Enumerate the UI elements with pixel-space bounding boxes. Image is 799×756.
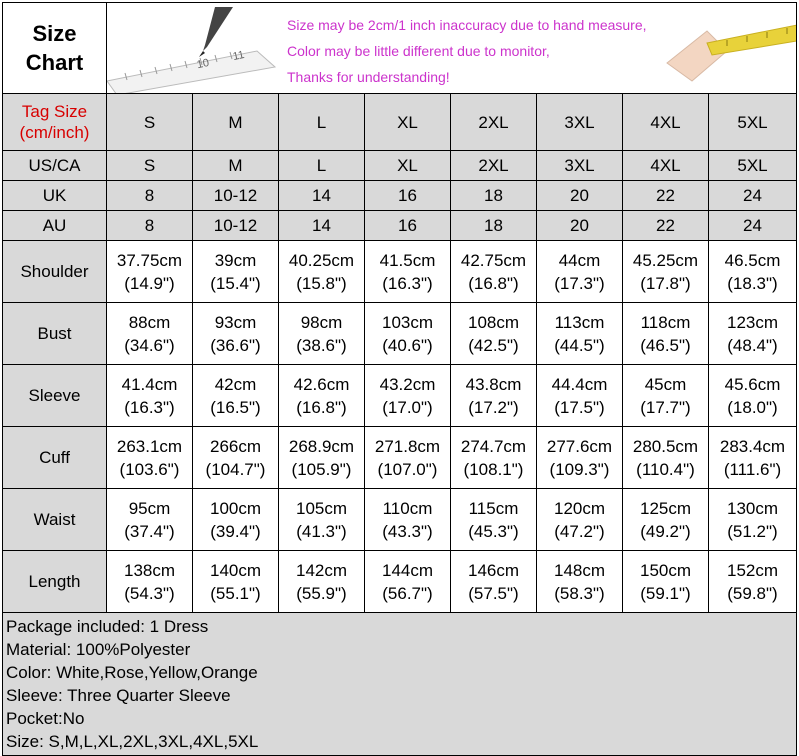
note-line: Size may be 2cm/1 inch inaccuracy due to hand measure, <box>287 17 647 33</box>
value-inch: (34.6") <box>124 335 175 355</box>
value-cm: 105cm <box>295 498 348 518</box>
value-inch: (18.0") <box>727 397 778 417</box>
value-cm: 142cm <box>295 560 348 580</box>
table-cell <box>623 365 709 427</box>
table-cell: XL <box>365 94 451 151</box>
table-cell <box>451 303 537 365</box>
us-ca-row <box>3 151 797 181</box>
table-cell <box>623 241 709 303</box>
table-cell: 5XL <box>709 94 797 151</box>
value-cm: 43.8cm <box>465 374 522 394</box>
row-label: UK <box>3 181 107 211</box>
product-details <box>3 613 797 756</box>
table-cell <box>709 427 797 489</box>
header-row <box>3 3 797 94</box>
value-inch: (56.7") <box>382 583 433 603</box>
table-cell: 10-12 <box>193 181 279 211</box>
value-inch: (16.8") <box>468 273 519 293</box>
value-inch: (45.3") <box>468 521 519 541</box>
row-label: Length <box>3 551 107 613</box>
table-cell <box>365 303 451 365</box>
value-inch: (40.6") <box>382 335 433 355</box>
title-line-1: Size <box>32 21 77 46</box>
value-cm: 144cm <box>381 560 434 580</box>
value-cm: 146cm <box>467 560 520 580</box>
table-cell <box>537 489 623 551</box>
tag-size-label <box>3 94 107 151</box>
table-cell <box>107 241 193 303</box>
value-inch: (108.1") <box>463 459 524 479</box>
table-cell <box>365 365 451 427</box>
value-inch: (43.3") <box>382 521 433 541</box>
value-inch: (15.8") <box>296 273 347 293</box>
value-cm: 42cm <box>214 374 257 394</box>
value-inch: (18.3") <box>727 273 778 293</box>
value-cm: 93cm <box>214 312 257 332</box>
value-inch: (46.5") <box>640 335 691 355</box>
table-cell <box>537 427 623 489</box>
table-cell: 22 <box>623 181 709 211</box>
value-inch: (37.4") <box>124 521 175 541</box>
value-cm: 46.5cm <box>724 250 781 270</box>
tag-size-row <box>3 94 797 151</box>
value-cm: 40.25cm <box>288 250 355 270</box>
table-cell <box>623 303 709 365</box>
table-cell <box>365 427 451 489</box>
value-inch: (17.2") <box>468 397 519 417</box>
table-cell <box>279 551 365 613</box>
measurement-row <box>3 551 797 613</box>
value-cm: 130cm <box>726 498 779 518</box>
chart-title <box>3 3 107 94</box>
table-cell <box>451 365 537 427</box>
table-cell <box>537 241 623 303</box>
measurement-row <box>3 365 797 427</box>
row-label: Waist <box>3 489 107 551</box>
table-cell <box>107 303 193 365</box>
table-cell: 20 <box>537 181 623 211</box>
value-cm: 98cm <box>300 312 343 332</box>
value-cm: 280.5cm <box>632 436 699 456</box>
table-cell: 10-12 <box>193 211 279 241</box>
ruler-number-10: 10 <box>195 56 211 72</box>
value-inch: (17.0") <box>382 397 433 417</box>
value-inch: (54.3") <box>124 583 175 603</box>
table-cell <box>709 303 797 365</box>
value-cm: 100cm <box>209 498 262 518</box>
table-cell <box>709 551 797 613</box>
value-inch: (41.3") <box>296 521 347 541</box>
table-cell <box>107 427 193 489</box>
tape-measure-hand-icon <box>667 25 797 81</box>
table-cell: 16 <box>365 181 451 211</box>
value-inch: (44.5") <box>554 335 605 355</box>
ruler-icon <box>107 51 275 93</box>
value-cm: 108cm <box>467 312 520 332</box>
value-cm: 88cm <box>128 312 171 332</box>
value-inch: (14.9") <box>124 273 175 293</box>
value-cm: 45.25cm <box>632 250 699 270</box>
measurement-rows <box>3 241 797 613</box>
value-inch: (55.1") <box>210 583 261 603</box>
row-label: Shoulder <box>3 241 107 303</box>
value-inch: (15.4") <box>210 273 261 293</box>
row-label: Bust <box>3 303 107 365</box>
table-cell <box>623 551 709 613</box>
size-chart <box>2 2 796 751</box>
table-cell: 22 <box>623 211 709 241</box>
table-cell <box>279 241 365 303</box>
table-cell <box>279 365 365 427</box>
table-cell <box>193 241 279 303</box>
value-cm: 268.9cm <box>288 436 355 456</box>
detail-line: Pocket:No <box>6 709 85 728</box>
measurement-row <box>3 241 797 303</box>
value-cm: 115cm <box>468 498 519 518</box>
table-cell <box>107 551 193 613</box>
value-cm: 113cm <box>554 312 605 332</box>
table-cell: S <box>107 94 193 151</box>
value-inch: (36.6") <box>210 335 261 355</box>
table-cell: 14 <box>279 181 365 211</box>
table-cell: XL <box>365 151 451 181</box>
table-cell: 3XL <box>537 94 623 151</box>
table-cell <box>365 551 451 613</box>
value-inch: (17.5") <box>554 397 605 417</box>
detail-line: Color: White,Rose,Yellow,Orange <box>6 663 258 682</box>
value-inch: (17.8") <box>640 273 691 293</box>
table-cell: 4XL <box>623 151 709 181</box>
au-row <box>3 211 797 241</box>
value-cm: 266cm <box>209 436 262 456</box>
value-inch: (49.2") <box>640 521 691 541</box>
value-cm: 45cm <box>644 374 687 394</box>
table-cell: 18 <box>451 181 537 211</box>
value-cm: 44.4cm <box>551 374 608 394</box>
value-inch: (48.4") <box>727 335 778 355</box>
value-cm: 277.6cm <box>546 436 613 456</box>
table-cell <box>107 365 193 427</box>
value-inch: (109.3") <box>549 459 610 479</box>
value-inch: (110.4") <box>636 459 695 479</box>
value-inch: (58.3") <box>554 583 605 603</box>
table-cell: 20 <box>537 211 623 241</box>
table-cell: 24 <box>709 211 797 241</box>
value-inch: (17.7") <box>640 397 691 417</box>
note-line: Color may be little different due to monitor, <box>287 43 550 59</box>
detail-line: Package included: 1 Dress <box>6 617 209 636</box>
footer-row <box>3 613 797 756</box>
ruler-number-11: 11 <box>231 48 246 64</box>
table-cell <box>193 551 279 613</box>
table-cell: M <box>193 94 279 151</box>
table-cell <box>623 427 709 489</box>
table-cell <box>451 241 537 303</box>
value-cm: 37.75cm <box>116 250 183 270</box>
value-cm: 152cm <box>726 560 779 580</box>
value-cm: 271.8cm <box>374 436 441 456</box>
value-inch: (16.3") <box>124 397 175 417</box>
table-cell <box>451 551 537 613</box>
row-label: Sleeve <box>3 365 107 427</box>
value-cm: 42.6cm <box>293 374 350 394</box>
table-cell: 16 <box>365 211 451 241</box>
value-cm: 125cm <box>639 498 692 518</box>
value-cm: 148cm <box>553 560 606 580</box>
table-cell <box>537 303 623 365</box>
value-cm: 41.4cm <box>121 374 178 394</box>
value-cm: 123cm <box>726 312 779 332</box>
row-label: AU <box>3 211 107 241</box>
value-cm: 140cm <box>209 560 262 580</box>
value-inch: (39.4") <box>210 521 261 541</box>
table-cell <box>365 241 451 303</box>
row-label: Cuff <box>3 427 107 489</box>
value-cm: 39cm <box>214 250 257 270</box>
measurement-row <box>3 427 797 489</box>
value-inch: (42.5") <box>468 335 519 355</box>
row-label: US/CA <box>3 151 107 181</box>
value-cm: 110cm <box>382 498 433 518</box>
title-line-2: Chart <box>25 50 84 75</box>
table-cell: M <box>193 151 279 181</box>
value-cm: 45.6cm <box>724 374 781 394</box>
value-inch: (16.3") <box>382 273 433 293</box>
value-inch: (17.3") <box>554 273 605 293</box>
measurement-row <box>3 489 797 551</box>
value-inch: (38.6") <box>296 335 347 355</box>
value-inch: (16.8") <box>296 397 347 417</box>
size-table <box>2 2 797 756</box>
table-cell <box>193 427 279 489</box>
table-cell: 3XL <box>537 151 623 181</box>
table-cell: 2XL <box>451 151 537 181</box>
table-cell <box>709 365 797 427</box>
table-cell <box>537 551 623 613</box>
banner <box>107 3 797 94</box>
value-cm: 95cm <box>128 498 171 518</box>
value-inch: (105.9") <box>291 459 352 479</box>
value-cm: 42.75cm <box>460 250 527 270</box>
table-cell <box>279 303 365 365</box>
pen-icon <box>199 7 233 57</box>
table-cell <box>709 489 797 551</box>
detail-line: Sleeve: Three Quarter Sleeve <box>6 686 231 705</box>
value-inch: (47.2") <box>554 521 605 541</box>
table-cell: 2XL <box>451 94 537 151</box>
value-cm: 274.7cm <box>460 436 527 456</box>
table-cell: 14 <box>279 211 365 241</box>
table-cell <box>537 365 623 427</box>
table-cell: 8 <box>107 181 193 211</box>
table-cell: 24 <box>709 181 797 211</box>
banner-notes <box>287 12 647 90</box>
value-inch: (51.2") <box>727 521 778 541</box>
value-cm: 41.5cm <box>379 250 436 270</box>
table-cell <box>193 303 279 365</box>
value-inch: (59.1") <box>640 583 691 603</box>
table-cell <box>709 241 797 303</box>
value-inch: (111.6") <box>723 459 782 479</box>
table-cell <box>279 489 365 551</box>
table-cell <box>451 427 537 489</box>
table-cell: L <box>279 151 365 181</box>
uk-row <box>3 181 797 211</box>
table-cell: S <box>107 151 193 181</box>
value-cm: 283.4cm <box>719 436 786 456</box>
value-inch: (59.8") <box>727 583 778 603</box>
value-cm: 263.1cm <box>116 436 183 456</box>
table-cell <box>279 427 365 489</box>
note-line: Thanks for understanding! <box>287 69 450 85</box>
value-inch: (103.6") <box>119 459 180 479</box>
table-cell <box>623 489 709 551</box>
table-cell: 5XL <box>709 151 797 181</box>
table-cell <box>107 489 193 551</box>
table-cell <box>193 365 279 427</box>
detail-line: Size: S,M,L,XL,2XL,3XL,4XL,5XL <box>6 732 259 751</box>
value-cm: 150cm <box>639 560 692 580</box>
tag-size-label-line1: Tag Size <box>21 102 88 121</box>
value-inch: (16.5") <box>210 397 261 417</box>
value-cm: 43.2cm <box>379 374 436 394</box>
table-cell: L <box>279 94 365 151</box>
value-cm: 118cm <box>640 312 691 332</box>
value-inch: (55.9") <box>296 583 347 603</box>
detail-line: Material: 100%Polyester <box>6 640 191 659</box>
value-cm: 44cm <box>558 250 601 270</box>
value-cm: 138cm <box>123 560 176 580</box>
value-inch: (104.7") <box>205 459 266 479</box>
tag-size-label-line2: (cm/inch) <box>19 123 90 142</box>
table-cell <box>451 489 537 551</box>
table-cell: 4XL <box>623 94 709 151</box>
measurement-row <box>3 303 797 365</box>
value-inch: (107.0") <box>377 459 438 479</box>
value-cm: 103cm <box>381 312 434 332</box>
value-inch: (57.5") <box>468 583 519 603</box>
table-cell: 18 <box>451 211 537 241</box>
table-cell: 8 <box>107 211 193 241</box>
value-cm: 120cm <box>553 498 606 518</box>
table-cell <box>365 489 451 551</box>
table-cell <box>193 489 279 551</box>
